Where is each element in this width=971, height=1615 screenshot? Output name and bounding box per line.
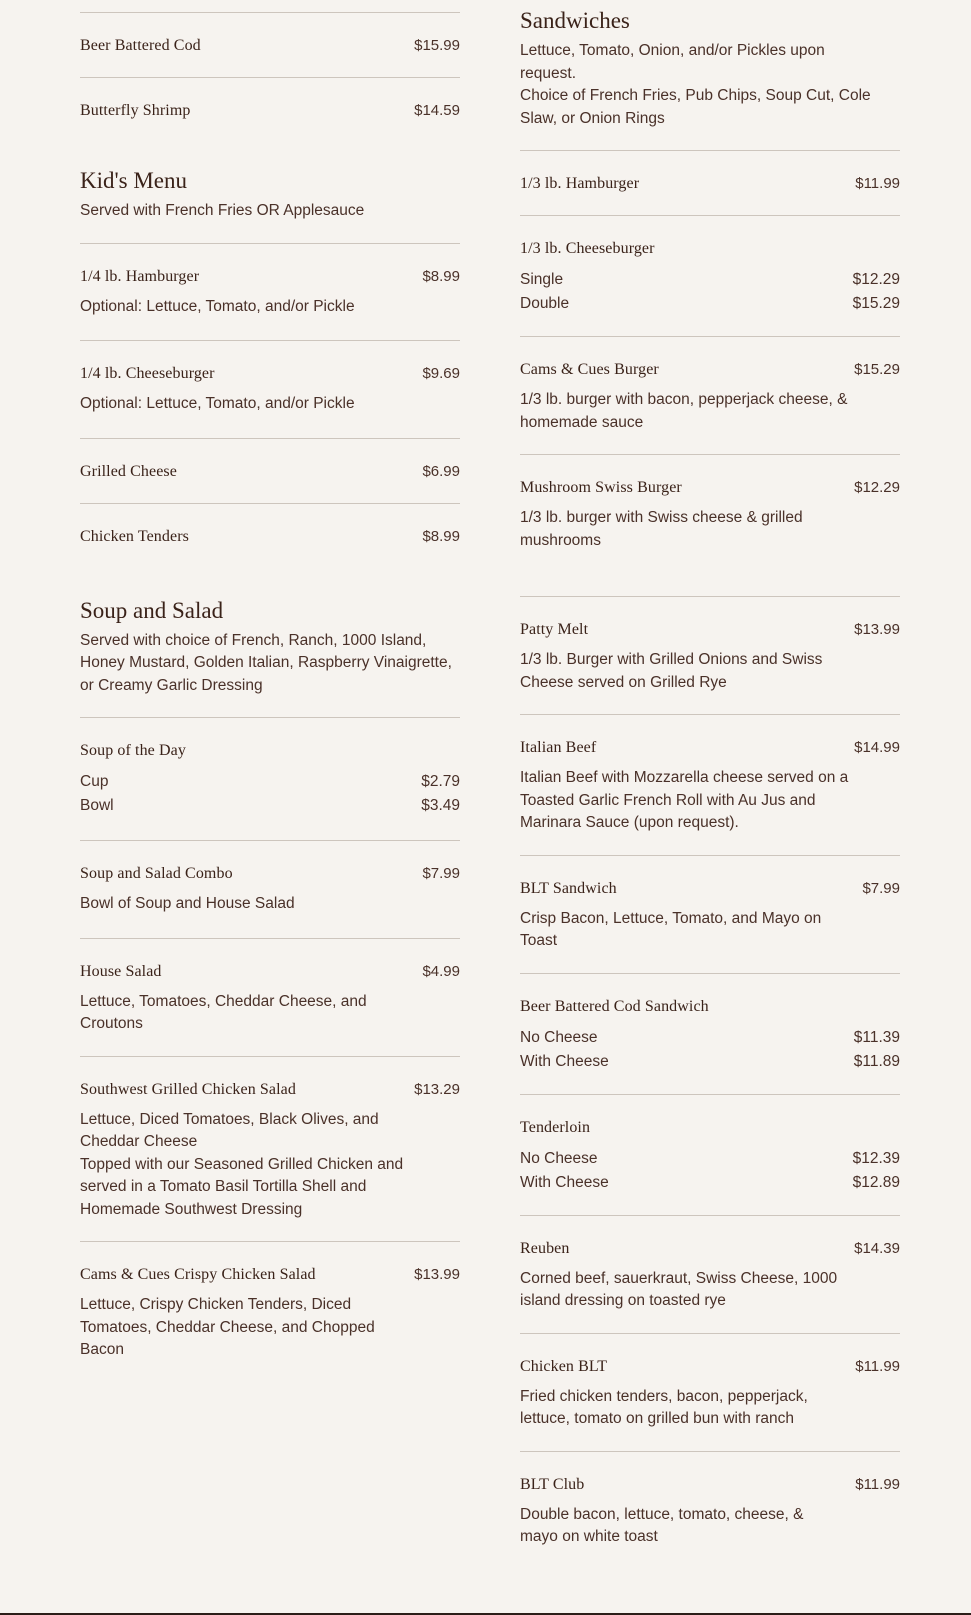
- item-price: $4.99: [422, 962, 460, 980]
- option-row: [80, 794, 460, 818]
- item-name: Mushroom Swiss Burger: [520, 479, 682, 496]
- item-price: $13.99: [414, 1266, 460, 1283]
- item-description: Corned beef, sauerkraut, Swiss Cheese, 1000 island dressing on toasted rye: [520, 1269, 838, 1309]
- item-description: Crisp Bacon, Lettuce, Tomato, and Mayo on Toast: [520, 909, 822, 949]
- item-description: Lettuce, Diced Tomatoes, Black Olives, and Cheddar Cheese Topped with our Seasoned Grilled Chicken and served in a Tomato Basil Tortilla Shell and Homemade Southwest Dressing: [80, 1110, 404, 1218]
- right-menu-column: [520, 0, 900, 1549]
- kids-menu-section: [80, 168, 460, 223]
- item-description: Italian Beef with Mozzarella cheese served on a Toasted Garlic French Roll with Au Jus and Marinara Sauce (upon request).: [520, 769, 849, 831]
- section-subtitle: Served with French Fries OR Applesauce: [80, 202, 365, 219]
- menu-item-mushroom-swiss-burger: [520, 455, 900, 596]
- menu-item-crispy-chicken-salad: [80, 1242, 460, 1362]
- option-row: [520, 1147, 900, 1171]
- option-price: $11.89: [853, 1052, 900, 1070]
- item-name: Grilled Cheese: [80, 462, 177, 480]
- item-name: Southwest Grilled Chicken Salad: [80, 1080, 296, 1098]
- menu-item-soup-salad-combo: [80, 841, 460, 938]
- option-label: Bowl: [80, 797, 114, 814]
- option-label: No Cheese: [520, 1149, 598, 1167]
- menu-item-soup-of-the-day: [80, 718, 460, 840]
- section-title: Soup and Salad: [80, 597, 224, 623]
- item-description: 1/3 lb. Burger with Grilled Onions and Swiss Cheese served on Grilled Rye: [520, 651, 823, 691]
- option-price: $12.89: [852, 1173, 900, 1191]
- menu-item-kids-hamburger: [80, 244, 460, 341]
- menu-item-southwest-salad: [80, 1057, 460, 1242]
- option-price: $2.79: [421, 773, 460, 790]
- menu-item-blt-club: [520, 1452, 900, 1549]
- item-name: Cams & Cues Crispy Chicken Salad: [80, 1266, 316, 1283]
- item-price: $6.99: [422, 462, 460, 480]
- section-subtitle: Lettuce, Tomato, Onion, and/or Pickles upon request.: [520, 42, 825, 82]
- option-label: With Cheese: [520, 1052, 609, 1070]
- soup-salad-section: [80, 598, 460, 698]
- section-subtitle: Served with choice of French, Ranch, 1000 Island, Honey Mustard, Golden Italian, Raspberry Vinaigrette, or Creamy Garlic Dressing: [80, 631, 452, 694]
- item-options: [520, 268, 900, 316]
- option-row: [520, 1026, 900, 1050]
- menu-item-reuben: [520, 1216, 900, 1333]
- item-name: BLT Club: [520, 1475, 585, 1493]
- option-price: $3.49: [421, 797, 460, 814]
- section-subtitle: Choice of French Fries, Pub Chips, Soup Cut, Cole Slaw, or Onion Rings: [520, 87, 871, 127]
- item-options: [80, 770, 460, 818]
- option-price: $12.39: [852, 1149, 900, 1167]
- menu-item-italian-beef: [520, 715, 900, 855]
- item-description: Optional: Lettuce, Tomato, and/or Pickle: [80, 297, 355, 315]
- option-label: With Cheese: [520, 1173, 609, 1191]
- item-price: $8.99: [422, 267, 460, 285]
- menu-item-patty-melt: [520, 597, 900, 714]
- option-price: $12.29: [852, 271, 900, 288]
- left-menu-column: [80, 0, 460, 1362]
- item-name: Italian Beef: [520, 739, 597, 756]
- item-price: $14.39: [854, 1239, 900, 1257]
- item-name: Beer Battered Cod: [80, 37, 201, 54]
- item-price: $14.59: [414, 102, 460, 119]
- item-name: House Salad: [80, 962, 162, 980]
- menu-item-hamburger: [520, 151, 900, 215]
- item-description: Bowl of Soup and House Salad: [80, 895, 295, 912]
- option-row: [520, 1050, 900, 1074]
- menu-item-tenderloin: [520, 1095, 900, 1215]
- item-name: Patty Melt: [520, 621, 589, 638]
- item-price: $12.29: [854, 479, 900, 496]
- menu-item-grilled-cheese: [80, 439, 460, 503]
- item-price: $13.99: [854, 621, 900, 638]
- item-price: $15.99: [414, 37, 460, 54]
- item-name: Soup and Salad Combo: [80, 865, 233, 882]
- item-name: 1/4 lb. Hamburger: [80, 267, 200, 285]
- item-name: BLT Sandwich: [520, 879, 617, 897]
- option-price: $15.29: [852, 295, 900, 312]
- item-description: Double bacon, lettuce, tomato, cheese, & mayo on white toast: [520, 1505, 804, 1545]
- item-name: Cams & Cues Burger: [520, 361, 659, 378]
- option-price: $11.39: [853, 1028, 900, 1046]
- item-name: Tenderloin: [520, 1118, 591, 1136]
- item-price: $11.99: [855, 1475, 900, 1493]
- menu-item-butterfly-shrimp: [80, 78, 460, 120]
- item-description: Fried chicken tenders, bacon, pepperjack, lettuce, tomato on grilled bun with ranch: [520, 1387, 808, 1427]
- item-name: Butterfly Shrimp: [80, 102, 191, 119]
- menu-item-cams-cues-burger: [520, 337, 900, 454]
- option-label: Double: [520, 295, 570, 312]
- section-title: Kid's Menu: [80, 168, 188, 193]
- option-label: Single: [520, 271, 564, 288]
- option-row: [520, 292, 900, 316]
- menu-item-cheeseburger: [520, 216, 900, 336]
- menu-item-blt-sandwich: [520, 856, 900, 973]
- item-options: [520, 1026, 900, 1074]
- item-name: Chicken Tenders: [80, 527, 189, 545]
- item-name: Reuben: [520, 1239, 570, 1257]
- item-name: 1/3 lb. Hamburger: [520, 175, 640, 192]
- menu-item-house-salad: [80, 939, 460, 1056]
- item-description: Optional: Lettuce, Tomato, and/or Pickle: [80, 395, 355, 412]
- option-row: [520, 268, 900, 292]
- item-name: 1/4 lb. Cheeseburger: [80, 365, 215, 382]
- item-price: $15.29: [854, 361, 900, 378]
- item-name: Chicken BLT: [520, 1357, 608, 1375]
- item-price: $13.29: [414, 1080, 460, 1098]
- item-price: $11.99: [855, 1357, 900, 1375]
- menu-item-chicken-tenders: [80, 504, 460, 546]
- item-price: $8.99: [422, 527, 460, 545]
- menu-item-beer-battered-cod: [80, 13, 460, 77]
- option-row: [80, 770, 460, 794]
- item-price: $7.99: [862, 879, 900, 897]
- item-options: [520, 1147, 900, 1195]
- sandwiches-section: [520, 8, 900, 130]
- item-name: 1/3 lb. Cheeseburger: [520, 240, 655, 257]
- menu-item-kids-cheeseburger: [80, 341, 460, 438]
- section-title: Sandwiches: [520, 8, 630, 33]
- item-description: 1/3 lb. burger with bacon, pepperjack cheese, & homemade sauce: [520, 391, 848, 431]
- item-price: $9.69: [422, 365, 460, 382]
- item-description: Lettuce, Crispy Chicken Tenders, Diced Tomatoes, Cheddar Cheese, and Chopped Bacon: [80, 1296, 375, 1358]
- item-description: 1/3 lb. burger with Swiss cheese & grilled mushrooms: [520, 509, 803, 549]
- item-name: Beer Battered Cod Sandwich: [520, 997, 709, 1015]
- option-label: Cup: [80, 773, 109, 790]
- item-description: Lettuce, Tomatoes, Cheddar Cheese, and Croutons: [80, 992, 367, 1032]
- menu-item-cod-sandwich: [520, 974, 900, 1094]
- item-price: $7.99: [422, 865, 460, 882]
- option-label: No Cheese: [520, 1028, 598, 1046]
- item-price: $11.99: [855, 175, 900, 192]
- item-price: $14.99: [854, 739, 900, 756]
- item-name: Soup of the Day: [80, 742, 186, 759]
- menu-item-chicken-blt: [520, 1334, 900, 1451]
- option-row: [520, 1171, 900, 1195]
